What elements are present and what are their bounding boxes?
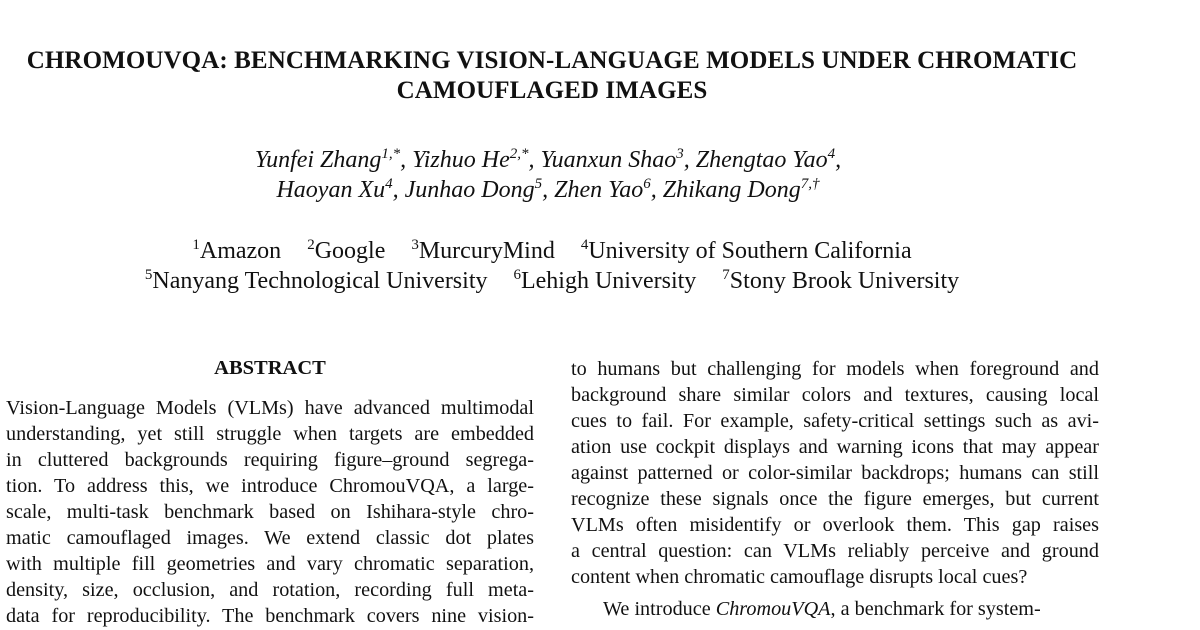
paper-title	[0, 46, 1104, 106]
author-name: Zhengtao Yao	[695, 147, 828, 173]
intro-text: , a benchmark for system-	[830, 598, 1041, 620]
affiliation	[581, 238, 912, 264]
author-name: Zhikang Dong	[662, 177, 801, 203]
affiliation-marker: 3	[411, 237, 419, 253]
author-line-2	[0, 175, 1096, 205]
author-separator: ,	[650, 177, 663, 203]
author-name: Yunfei Zhang	[254, 147, 382, 173]
left-column	[6, 356, 534, 629]
affiliation	[411, 238, 554, 264]
affiliation-marker: 5	[144, 267, 153, 283]
text-line: scale, multi-task benchmark based on Ishihara-style chro-	[6, 501, 534, 523]
affiliation-marker: 2	[307, 237, 315, 253]
author-affiliation-marker: 4	[827, 146, 836, 162]
author-affiliation-marker: 7,†	[800, 176, 820, 192]
text-line: VLMs often misidentify or overlook them. This gap raises	[571, 514, 1099, 536]
benchmark-name: ChromouVQA	[715, 598, 831, 620]
affiliation-name: Amazon	[199, 238, 282, 264]
text-line: in cluttered backgrounds requiring figure–ground segrega-	[6, 449, 534, 471]
affiliation-line-1	[0, 236, 1104, 266]
affiliation-line-2	[0, 266, 1104, 296]
title-line-2: CAMOUFLAGED IMAGES	[396, 77, 708, 104]
author-name: Yizhuo He	[412, 147, 510, 173]
text-line: a central question: can VLMs reliably perceive and ground	[571, 540, 1099, 562]
text-line: cues to fail. For example, safety-critical settings such as avi-	[571, 410, 1099, 432]
title-line-1: CHROMOUVQA: BENCHMARKING VISION-LANGUAGE MODELS UNDER CHROMATIC	[26, 47, 1078, 74]
text-line: with multiple fill geometries and vary chromatic separation,	[6, 553, 534, 575]
intro-paragraph-1	[571, 356, 1099, 590]
affiliation-marker: 1	[192, 237, 200, 253]
author-affiliation-marker: 4	[385, 176, 393, 192]
author-separator: ,	[392, 177, 405, 203]
affiliation	[307, 238, 385, 264]
author-affiliation-marker: 1,*	[381, 146, 401, 162]
affiliation-name: Stony Brook University	[729, 268, 960, 294]
affiliation-name: Nanyang Technological University	[152, 268, 488, 294]
affiliation-list	[0, 236, 1104, 296]
affiliation-name: University of Southern California	[588, 238, 912, 264]
affiliation	[145, 268, 488, 294]
intro-paragraph-2	[571, 596, 1099, 622]
text-line: Vision-Language Models (VLMs) have advanced multimodal	[6, 397, 534, 419]
author-name: Yuanxun Shao	[540, 147, 677, 173]
author-name: Zhen Yao	[554, 177, 644, 203]
author-name: Junhao Dong	[404, 177, 535, 203]
text-line: content when chromatic camouflage disrupts local cues?	[571, 566, 1028, 588]
author-separator: ,	[400, 147, 413, 173]
text-line: density, size, occlusion, and rotation, recording full meta-	[6, 579, 534, 601]
text-line: data for reproducibility. The benchmark covers nine vision-	[6, 605, 534, 627]
author-affiliation-marker: 2,*	[509, 146, 529, 162]
right-column	[571, 356, 1099, 622]
author-separator: ,	[683, 147, 696, 173]
text-line: matic camouflaged images. We extend classic dot plates	[6, 527, 534, 549]
author-affiliation-marker: 5	[534, 176, 543, 192]
author-line-1	[0, 145, 1096, 175]
text-line: ation use cockpit displays and warning icons that may appear	[571, 436, 1099, 458]
intro-text: We introduce	[603, 598, 716, 620]
author-name: Haoyan Xu	[276, 177, 386, 203]
text-line: tion. To address this, we introduce ChromouVQA, a large-	[6, 475, 534, 497]
text-line: understanding, yet still struggle when targets are embedded	[6, 423, 534, 445]
affiliation-name: Google	[314, 238, 386, 264]
text-line: background share similar colors and textures, causing local	[571, 384, 1099, 406]
author-separator: ,	[835, 147, 842, 173]
abstract-heading: ABSTRACT	[214, 357, 326, 379]
affiliation	[513, 268, 696, 294]
text-line: to humans but challenging for models when foreground and	[571, 358, 1099, 380]
text-line: recognize these signals once the figure emerges, but current	[571, 488, 1099, 510]
affiliation-name: MurcuryMind	[418, 238, 555, 264]
affiliation	[192, 238, 281, 264]
author-separator: ,	[528, 147, 541, 173]
affiliation-marker: 6	[513, 267, 521, 283]
affiliation-marker: 4	[580, 237, 589, 253]
author-list	[0, 145, 1096, 205]
affiliation-marker: 7	[722, 267, 730, 283]
author-affiliation-marker: 3	[676, 146, 684, 162]
text-line: against patterned or color-similar backdrops; humans can still	[571, 462, 1099, 484]
author-affiliation-marker: 6	[643, 176, 651, 192]
abstract-body	[6, 395, 534, 629]
affiliation-name: Lehigh University	[520, 268, 697, 294]
author-separator: ,	[542, 177, 555, 203]
affiliation	[722, 268, 959, 294]
